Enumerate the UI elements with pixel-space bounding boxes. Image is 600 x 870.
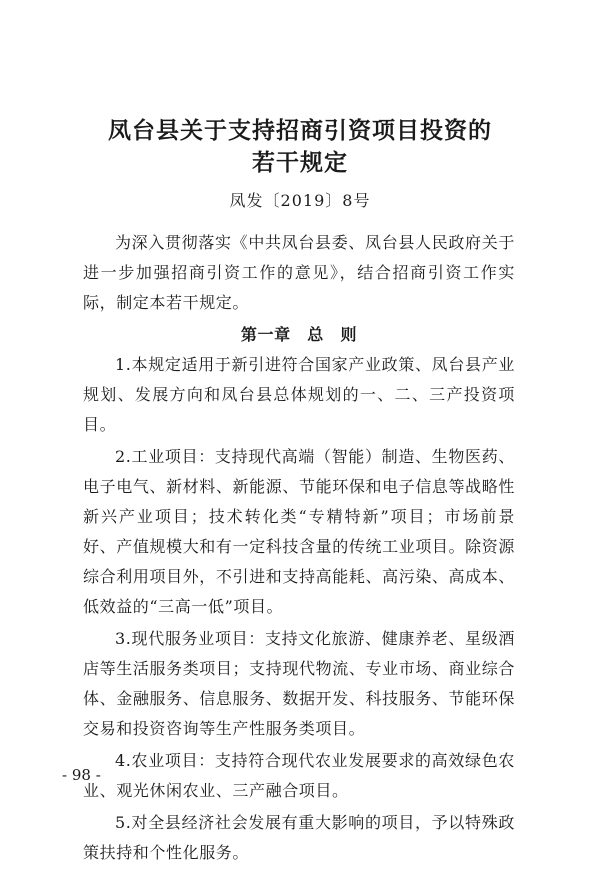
article-5: 5.对全县经济社会发展有重大影响的项目，予以特殊政策扶持和个性化服务。 (83, 813, 515, 862)
document-number: 凤发〔2019〕8号 (229, 191, 371, 210)
article-3: 3.现代服务业项目：支持文化旅游、健康养老、星级酒店等生活服务类项目；支持现代物流、专业市场、商业综合体、金融服务、信息服务、数据开发、科技服务、节能环保交易和投资咨询等生产性服务类项目。 (83, 629, 515, 738)
chapter-heading: 第一章 总 则 (240, 325, 358, 344)
document-title-line-1: 凤台县关于支持招商引资项目投资的 (108, 118, 492, 144)
article-1: 1.本规定适用于新引进符合国家产业政策、凤台县产业规划、发展方向和凤台县总体规划的一、二、三产投资项目。 (83, 355, 515, 434)
document-title-line-2: 若干规定 (252, 150, 348, 176)
document-body (83, 228, 515, 870)
page-number: - 98 - (62, 766, 101, 784)
intro-paragraph: 为深入贯彻落实《中共凤台县委、凤台县人民政府关于进一步加强招商引资工作的意见》，结合招商引资工作实际，制定本若干规定。 (83, 233, 515, 312)
article-2: 2.工业项目：支持现代高端（智能）制造、生物医药、电子电气、新材料、新能源、节能环保和电子信息等战略性新兴产业项目；技术转化类“专精特新”项目；市场前景好、产值规模大和有一定科技含量的传统工业项目。除资源综合利用项目外，不引进和支持高能耗、高污染、高成本、低效益的“三高一低”项目。 (83, 447, 515, 616)
article-4: 4.农业项目：支持符合现代农业发展要求的高效绿色农业、观光休闲农业、三产融合项目。 (83, 751, 515, 800)
